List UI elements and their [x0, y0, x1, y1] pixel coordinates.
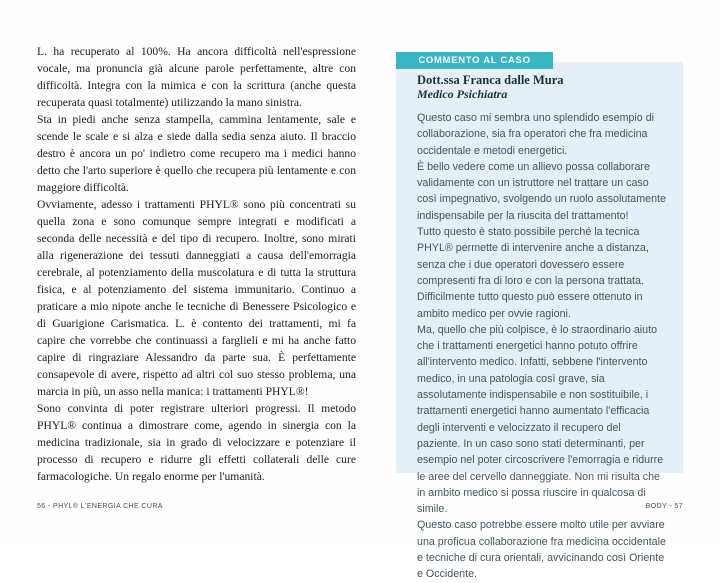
footer-book-title: PHYL® L'ENERGIA CHE CURA — [53, 503, 163, 510]
comment-body — [417, 110, 666, 583]
body-paragraph: Sono convinta di poter registrare ulteriori progressi. Il metodo PHYL® continua a dimostrare come, agendo in sinergia con la medicina tradizionale, sia in grado di velocizzare e potenziare il processo di recupero e ridurre gli effetti collaterali delle cure farmacologiche. Un regalo enorme per l'umanità. — [37, 402, 356, 483]
comment-paragraph: È bello vedere come un allievo possa collaborare validamente con un istruttore nel trattare un caso così impegnativo, svolgendo un ruolo assolutamente indispensabile per la riuscita del trattamento! — [417, 160, 666, 222]
footer-right-separator: - — [666, 503, 675, 510]
footer-left-separator: - — [45, 503, 54, 510]
comment-author-name: Dott.ssa Franca dalle Mura — [417, 73, 564, 87]
comment-paragraph: Questo caso potrebbe essere molto utile per avviare una proficua collaborazione fra medicina occidentale e tecniche di cura orientali, avvicinando così Oriente e Occidente. — [417, 519, 666, 581]
footer-right-page-number: 57 — [674, 503, 683, 510]
footer-right — [646, 503, 683, 510]
body-text-column — [37, 43, 356, 485]
body-paragraph: L. ha recuperato al 100%. Ha ancora difficoltà nell'espressione vocale, ma pronuncia già alcune parole perfettamente, altre con difficoltà. Integra con la mimica e con la scrittura (anche questa recuperata quasi totalmente) utilizzando la mano sinistra. — [37, 45, 356, 109]
footer-chapter-title: BODY — [645, 503, 667, 510]
comment-paragraph: Questo caso mi sembra uno splendido esempio di collaborazione, sia fra operatori che fra medicina occidentale e metodi energetici. — [417, 112, 655, 157]
body-paragraph: Sta in piedi anche senza stampella, cammina lentamente, sale e scende le scale e si alza e siede dalla sedia senza aiuto. Il braccio destro è ancora un po' indietro come recupero ma i medici hanno detto che l'arto superiore è quello che recupera più lentamente e con maggiore difficoltà. — [37, 113, 356, 194]
comment-box-header — [396, 52, 553, 69]
comment-author-role: Medico Psichiatra — [417, 87, 508, 101]
comment-paragraph: Tutto questo è stato possibile perché la tecnica PHYL® permette di intervenire anche a distanza, senza che i due operatori dovessero essere compresenti fra di loro e con la persona trattata. Difficilmente tutto questo può essere ottenuto in ambito medico per ovvie ragioni. — [417, 226, 649, 320]
body-paragraph: Ovviamente, adesso i trattamenti PHYL® sono più concentrati su quella zona e sono comunque sempre integrati e modificati a seconda delle necessità e del tipo di recupero. Inoltre, sono mirati alla rigenerazione dei tessuti danneggiati a causa dell'emorragia cerebrale, al potenziamento della muscolatura e di tutta la struttura fisica, e al potenziamento del sistema immunitario. Continuo a praticare a mio nipote anche le tecniche di Benessere Psicologico e di Guarigione Carismatica. L. è contento dei trattamenti, mi fa capire che vorrebbe che continuassi a farglieli e mi ha anche fatto capire di ringraziare Alessandro da parte sua. È perfettamente consapevole di avere, rispetto ad altri col suo stesso problema, una marcia in più, un asso nella manica: i trattamenti PHYL®! — [37, 198, 356, 398]
footer-left-page-number: 56 — [37, 503, 46, 510]
footer-left — [37, 503, 163, 510]
comment-paragraph: Ma, quello che più colpisce, è lo straordinario aiuto che i trattamenti energetici hanno potuto offrire all'intervento medico. Infatti, sebbene l'intervento medico, in una patologia così grave, sia assolutamente indispensabile e non sostituibile, i trattamenti energetici hanno aumentato l'efficacia degli interventi e velocizzato il recupero del paziente. In un caso sono stati determinanti, per esempio nel poter circoscrivere l'emorragia e ridurre le aree del cervello danneggiate. Non mi risulta che in ambito medico si possa riuscire in qualcosa di simile. — [417, 323, 664, 516]
comment-box-header-label: COMMENTO AL CASO — [418, 55, 531, 66]
